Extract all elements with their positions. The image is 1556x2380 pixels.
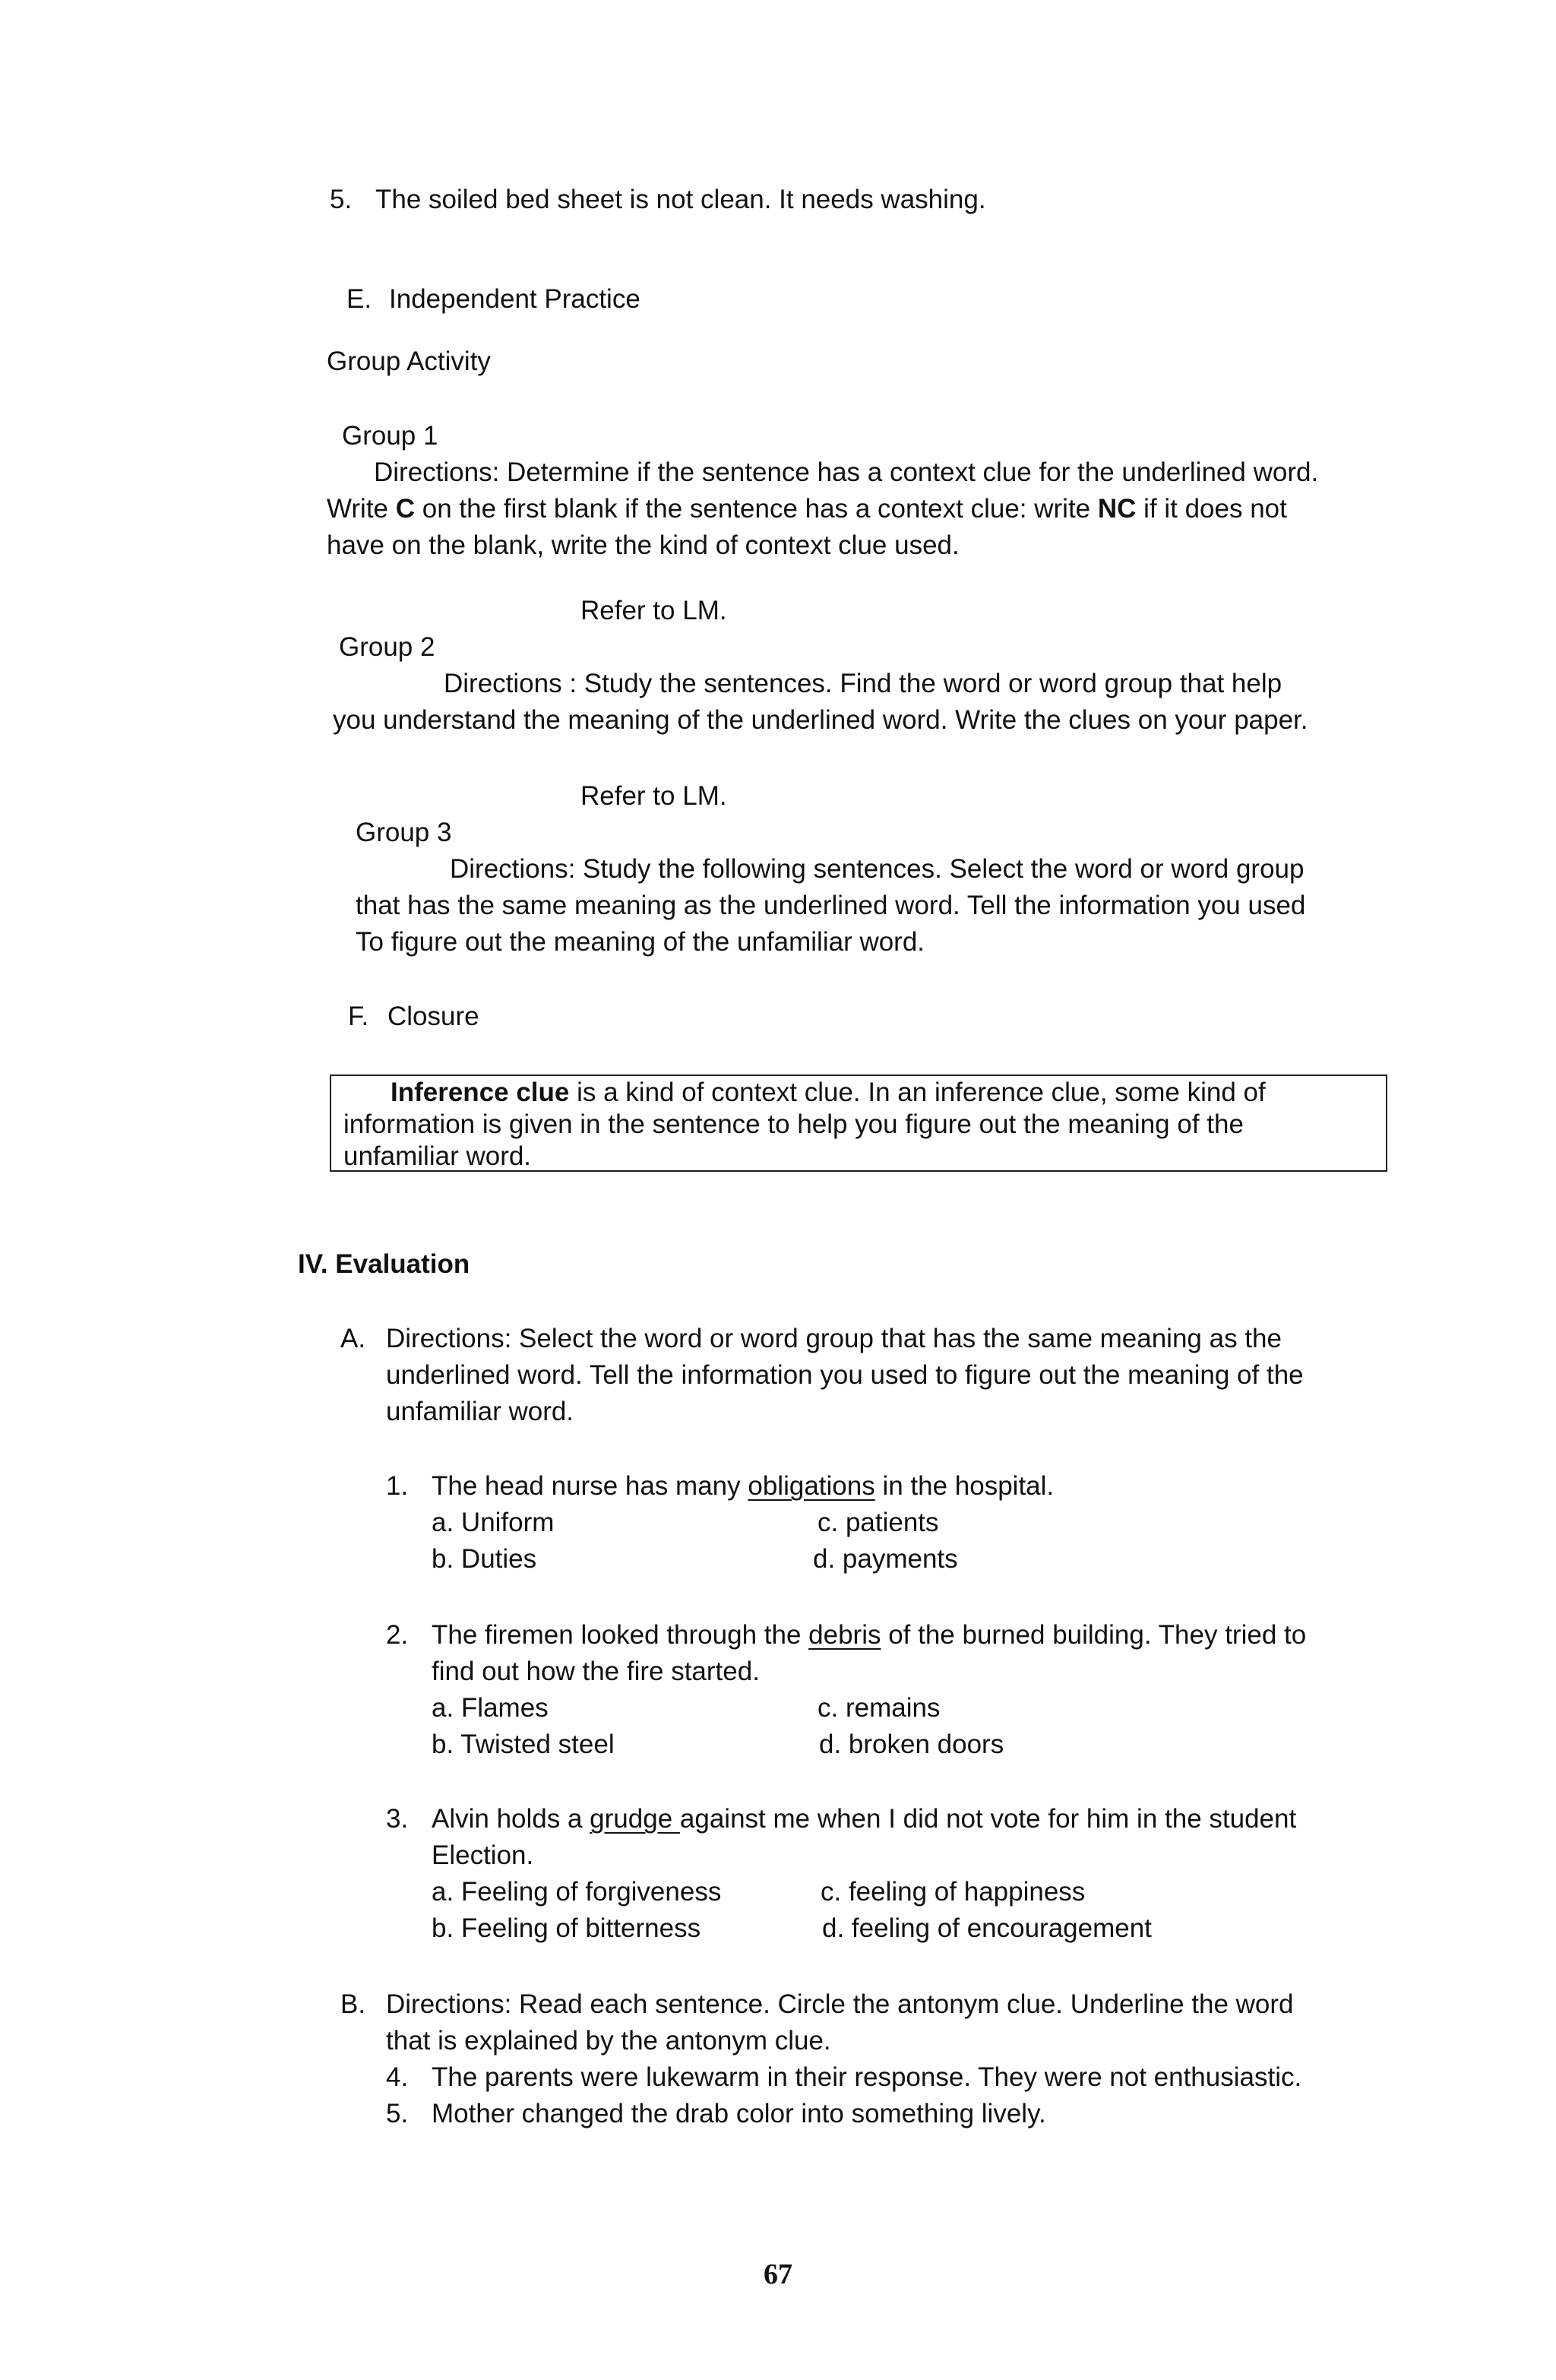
part-b-directions-line-2: that is explained by the antonym clue.	[386, 2026, 831, 2056]
group-2-refer: Refer to LM.	[580, 781, 727, 811]
group-activity-heading: Group Activity	[327, 347, 491, 376]
context-clue-code: C	[395, 494, 416, 524]
group-2-directions-line-1: Directions : Study the sentences. Find the word or word group that help	[444, 669, 1282, 698]
closure-box-line-2: information is given in the sentence to help you figure out the meaning of the	[343, 1109, 1244, 1139]
q2-text-line-2: find out how the fire started.	[432, 1657, 760, 1686]
q5-number: 5.	[386, 2099, 409, 2128]
q3-option-d: d. feeling of encouragement	[822, 1913, 1152, 1943]
group-3-directions-line-1: Directions: Study the following sentences. Select the word or word group	[450, 854, 1305, 884]
group-2-title: Group 2	[339, 632, 435, 662]
q2-option-a: a. Flames	[432, 1693, 549, 1723]
q2-number: 2.	[386, 1620, 409, 1650]
q3-text: Alvin holds a grudge against me when I did not vote for him in the student	[432, 1804, 1297, 1834]
q4-number: 4.	[386, 2062, 409, 2092]
section-f-label: F.	[348, 1002, 369, 1031]
part-b-label: B.	[340, 1989, 366, 2019]
q3-option-b: b. Feeling of bitterness	[432, 1913, 701, 1943]
q1-number: 1.	[386, 1471, 409, 1501]
section-e-title: Independent Practice	[389, 284, 640, 314]
group-1-directions-line-3: have on the blank, write the kind of context clue used.	[327, 530, 960, 560]
q3-number: 3.	[386, 1804, 409, 1834]
group-1-directions-line-2: Write C on the first blank if the sentence has a context clue: write NC if it does not	[327, 494, 1287, 524]
group-2-directions-line-2: you understand the meaning of the underlined word. Write the clues on your paper.	[333, 705, 1308, 735]
inference-clue-term: Inference clue	[391, 1078, 570, 1107]
group-1-refer: Refer to LM.	[580, 596, 727, 625]
q1-option-a: a. Uniform	[432, 1508, 555, 1537]
q5-text: Mother changed the drab color into something lively.	[432, 2099, 1046, 2128]
part-a-directions-line-1: Directions: Select the word or word group that has the same meaning as the	[386, 1324, 1282, 1353]
closure-box-line-3: unfamiliar word.	[343, 1141, 532, 1171]
q3-option-a: a. Feeling of forgiveness	[432, 1877, 722, 1907]
q2-option-b: b. Twisted steel	[432, 1730, 615, 1759]
q2-underlined-word: debris	[808, 1620, 881, 1650]
group-3-title: Group 3	[356, 818, 452, 847]
part-a-directions-line-2: underlined word. Tell the information you used to figure out the meaning of the	[386, 1360, 1304, 1390]
q1-text: The head nurse has many obligations in the hospital.	[432, 1471, 1055, 1501]
q2-text: The firemen looked through the debris of the burned building. They tried to	[432, 1620, 1307, 1650]
part-b-directions-line-1: Directions: Read each sentence. Circle the antonym clue. Underline the word	[386, 1989, 1294, 2019]
q3-text-line-2: Election.	[432, 1840, 534, 1870]
part-a-label: A.	[340, 1324, 366, 1353]
q2-option-c: c. remains	[818, 1693, 941, 1723]
group-1-title: Group 1	[342, 421, 438, 451]
section-e-label: E.	[346, 284, 372, 314]
item-5-text: The soiled bed sheet is not clean. It needs washing.	[375, 185, 986, 214]
closure-box-line-1: Inference clue is a kind of context clue. In an inference clue, some kind of	[391, 1078, 1266, 1107]
q1-option-d: d. payments	[813, 1544, 958, 1574]
item-5-number: 5.	[330, 185, 353, 214]
q4-text: The parents were lukewarm in their response. They were not enthusiastic.	[432, 2062, 1302, 2092]
q1-underlined-word: obligations	[748, 1471, 875, 1501]
q2-option-d: d. broken doors	[819, 1730, 1004, 1759]
group-3-directions-line-3: To figure out the meaning of the unfamiliar word.	[356, 927, 925, 957]
no-context-clue-code: NC	[1097, 494, 1137, 524]
group-3-directions-line-2: that has the same meaning as the underlined word. Tell the information you used	[356, 891, 1306, 920]
evaluation-heading: IV. Evaluation	[298, 1249, 470, 1279]
section-f-title: Closure	[387, 1002, 479, 1031]
q3-option-c: c. feeling of happiness	[821, 1877, 1086, 1907]
group-1-directions-line-1: Directions: Determine if the sentence has a context clue for the underlined word.	[374, 457, 1319, 487]
part-a-directions-line-3: unfamiliar word.	[386, 1397, 574, 1426]
q1-option-b: b. Duties	[432, 1544, 537, 1574]
page-number: 67	[764, 2258, 792, 2290]
q1-option-c: c. patients	[818, 1508, 939, 1537]
q3-underlined-word: grudge	[590, 1804, 680, 1834]
